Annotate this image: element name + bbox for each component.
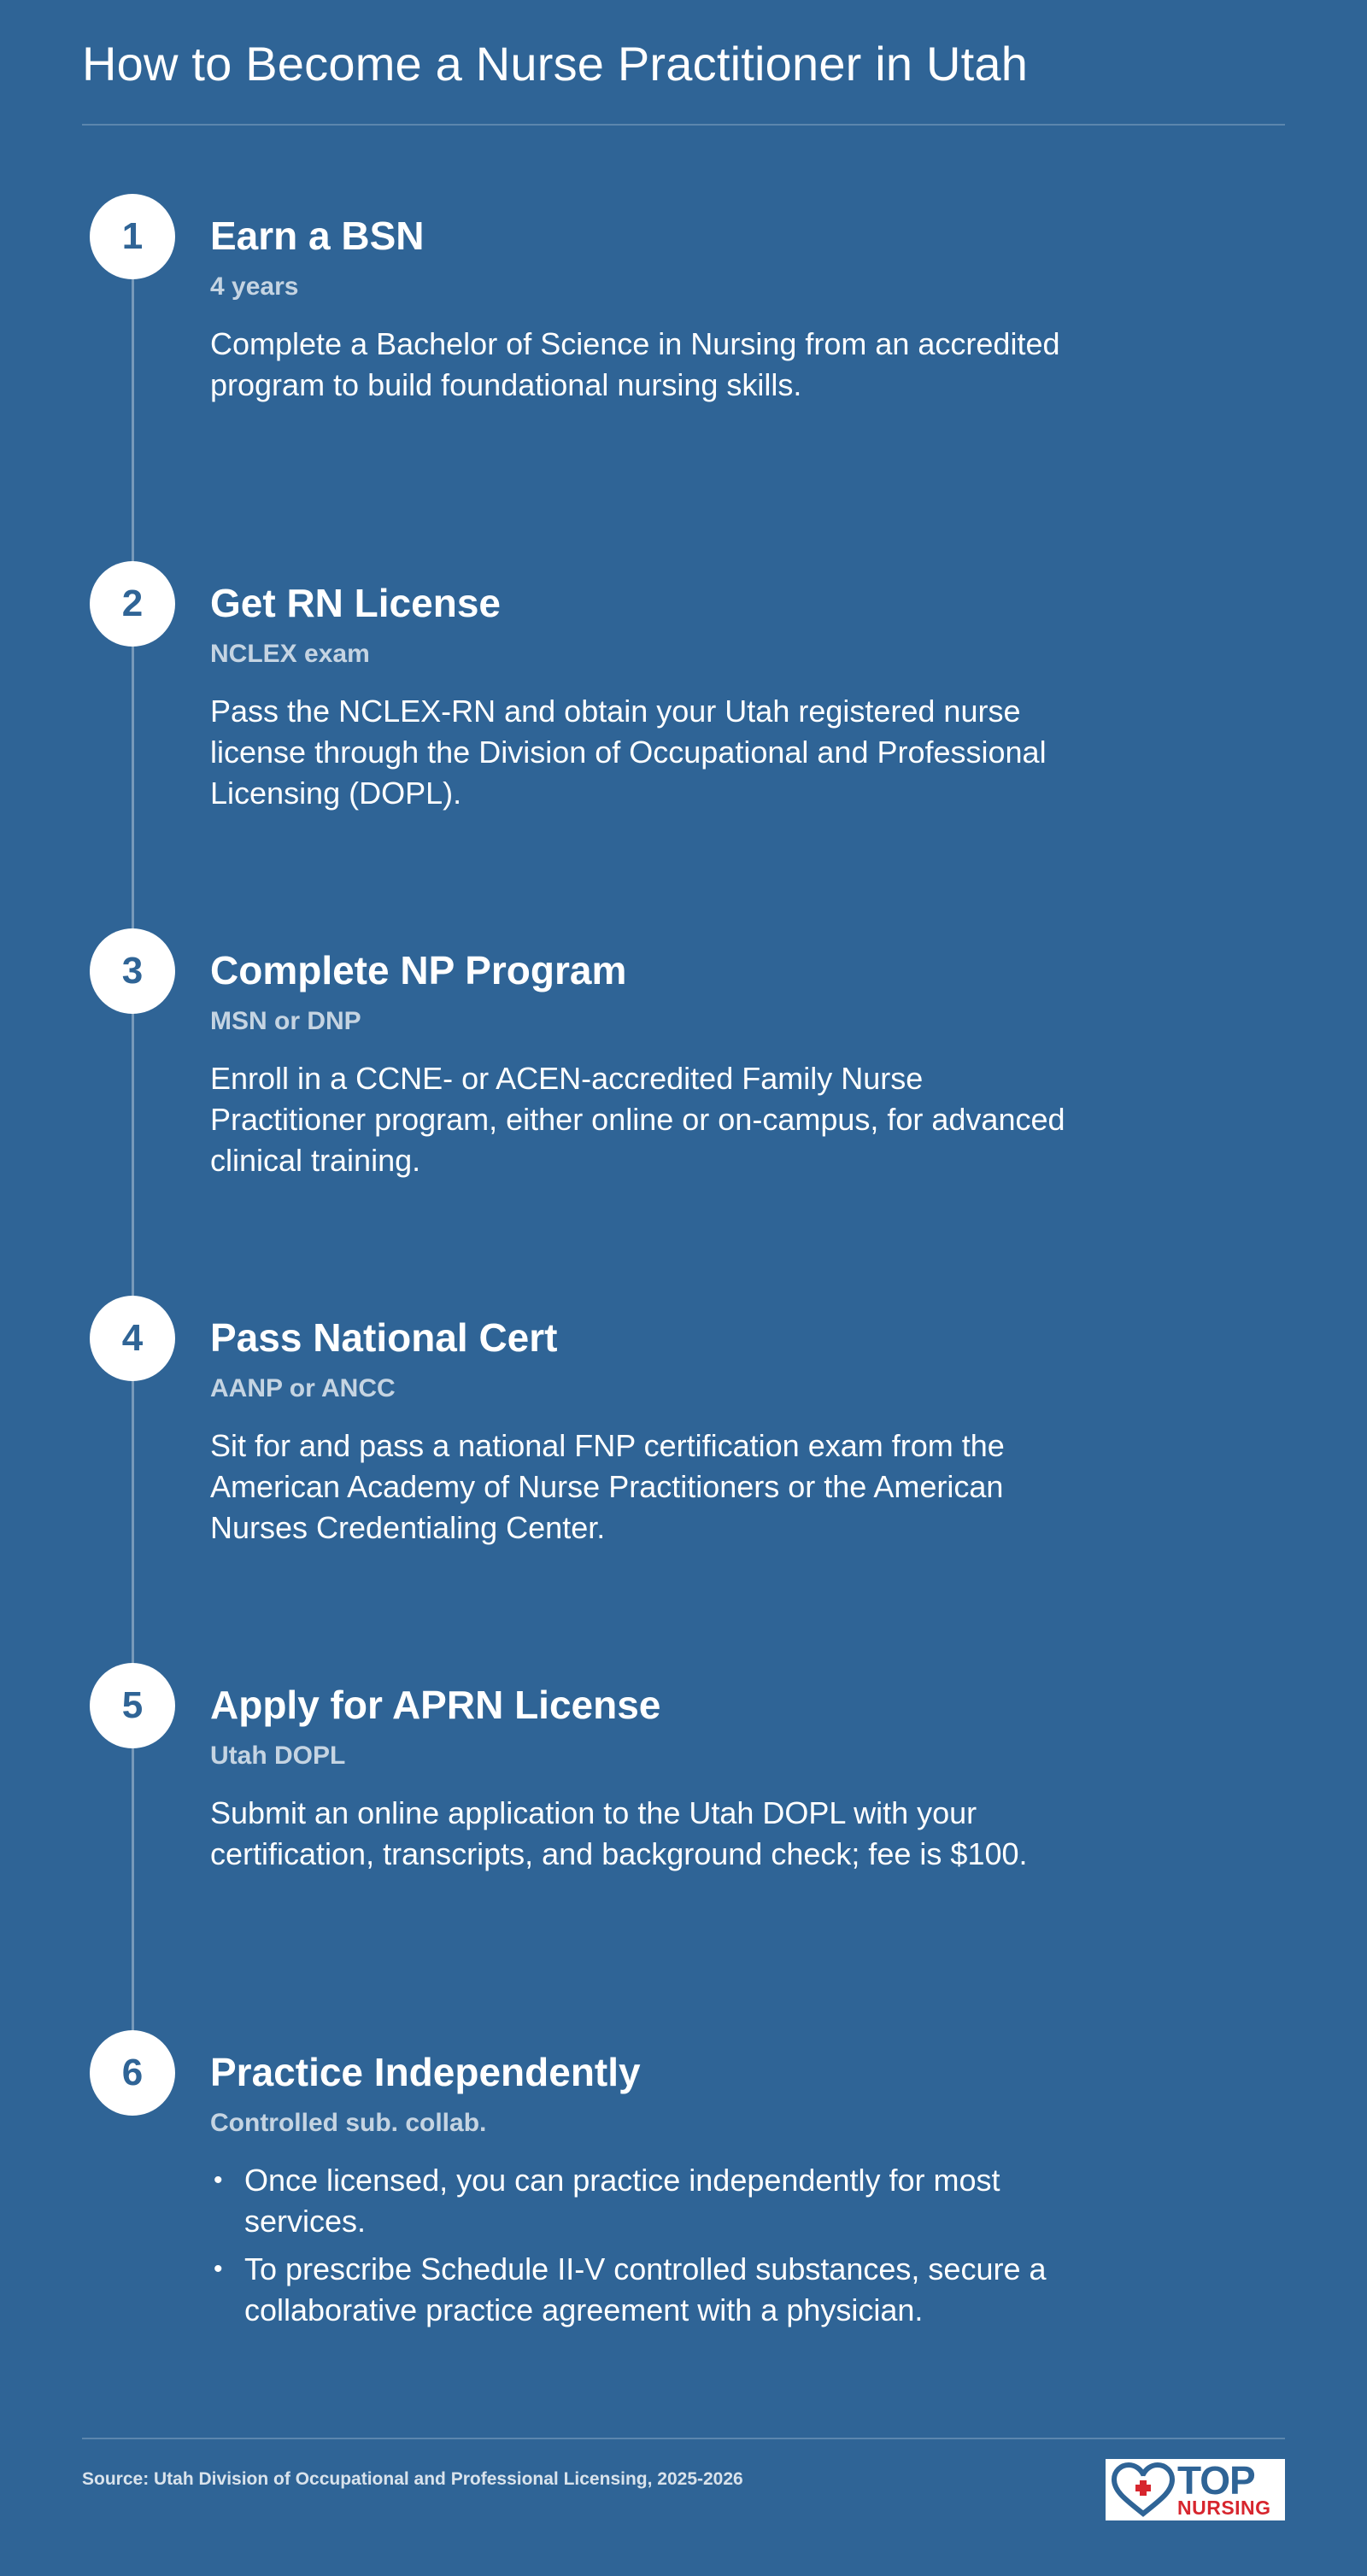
page-title: How to Become a Nurse Practitioner in Utah (82, 37, 1029, 91)
logo-wordmark (1177, 2458, 1271, 2519)
step-title: Get RN License (210, 581, 501, 625)
step-subtitle: NCLEX exam (210, 640, 370, 668)
step-subtitle: 4 years (210, 272, 299, 301)
step-subtitle: AANP or ANCC (210, 1374, 396, 1402)
bullet-text: To prescribe Schedule II-V controlled substances, secure a collaborative practice agreement with a physician. (244, 2251, 1047, 2327)
step-number-badge: 4 (90, 1296, 175, 1381)
step-bullet-list (210, 2160, 1082, 2338)
step-number-badge: 2 (90, 561, 175, 647)
step-number-badge: 3 (90, 928, 175, 1014)
timeline-line (132, 239, 134, 2075)
header-divider (82, 124, 1285, 126)
step-title: Pass National Cert (210, 1315, 558, 1360)
step-description: Submit an online application to the Utah DOPL with your certification, transcripts, and background check; fee is $100. (210, 1795, 1028, 1871)
step-number-badge: 6 (90, 2030, 175, 2116)
step-description: Enroll in a CCNE- or ACEN-accredited Family Nurse Practitioner program, either online or on-campus, for advanced clinical training. (210, 1061, 1065, 1178)
footer-divider (82, 2438, 1285, 2439)
logo-top-text: TOP (1177, 2458, 1255, 2503)
step-description: Complete a Bachelor of Science in Nursing from an accredited program to build foundational nursing skills. (210, 326, 1060, 402)
bullet-dot-icon: • (214, 2255, 223, 2283)
step-description: Sit for and pass a national FNP certification exam from the American Academy of Nurse Practitioners or the American Nurses Credentialing Center. (210, 1428, 1005, 1545)
list-item (210, 2249, 1082, 2331)
step-subtitle: Controlled sub. collab. (210, 2109, 487, 2137)
step-number-badge: 5 (90, 1663, 175, 1748)
step-title: Complete NP Program (210, 948, 627, 992)
step-title: Earn a BSN (210, 214, 425, 258)
step-subtitle: Utah DOPL (210, 1742, 346, 1770)
source-citation: Source: Utah Division of Occupational and Professional Licensing, 2025-2026 (82, 2469, 743, 2489)
heart-cross-icon (1111, 2462, 1176, 2517)
bullet-dot-icon: • (214, 2166, 223, 2194)
step-title: Apply for APRN License (210, 1683, 661, 1727)
step-subtitle: MSN or DNP (210, 1007, 361, 1035)
list-item (210, 2160, 1082, 2242)
logo-bottom-text: NURSING (1177, 2497, 1271, 2519)
step-description: Pass the NCLEX-RN and obtain your Utah registered nurse license through the Division of Occupational and Professional Licensing (DOPL). (210, 694, 1047, 811)
top-nursing-logo[interactable] (1106, 2459, 1285, 2520)
bullet-text: Once licensed, you can practice independently for most services. (244, 2163, 1000, 2239)
step-title: Practice Independently (210, 2050, 641, 2094)
step-number-badge: 1 (90, 194, 175, 279)
